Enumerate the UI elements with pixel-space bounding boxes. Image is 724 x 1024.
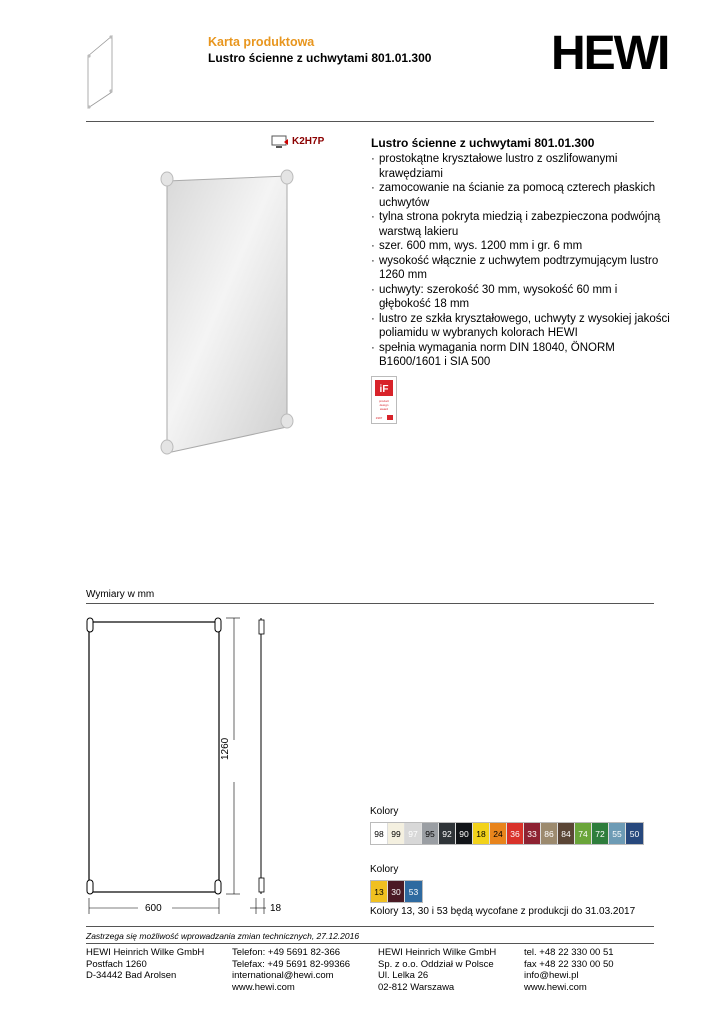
feature-list <box>371 152 671 370</box>
monitor-icon[interactable] <box>271 135 289 149</box>
footer-line: HEWI Heinrich Wilke GmbH <box>86 947 205 958</box>
colors-heading: Kolory <box>370 806 399 817</box>
footer-line: D-34442 Bad Arolsen <box>86 970 177 981</box>
color-swatch-50: 50 <box>626 823 643 844</box>
footer-fax-pl: fax +48 22 330 00 50 <box>524 958 614 970</box>
hewi-logo: HEWI <box>551 27 669 80</box>
disclaimer: Zastrzega się możliwość wprowadzania zmian technicznych, 27.12.2016 <box>86 931 360 941</box>
color-swatch-98: 98 <box>371 823 388 844</box>
color-swatch-95: 95 <box>422 823 439 844</box>
color-swatch-33: 33 <box>524 823 541 844</box>
header-divider <box>86 121 654 122</box>
product-code-link[interactable]: K2H7P <box>292 136 325 147</box>
page-kicker: Karta produktowa <box>208 35 315 49</box>
feature-item: · lustro ze szkła kryształowego, uchwyty z wysokiej jakości poliamidu w wybranych kolorach HEWI <box>371 312 671 341</box>
color-swatch-92: 92 <box>439 823 456 844</box>
svg-text:iF: iF <box>379 384 389 395</box>
color-swatch-90: 90 <box>456 823 473 844</box>
footer-col-pl-contact <box>524 947 614 993</box>
color-swatch-13: 13 <box>371 881 388 902</box>
color-swatch-24: 24 <box>490 823 507 844</box>
header-thumbnail-mirror <box>82 34 116 110</box>
footer-line: Ul. Lelka 26 <box>378 970 429 981</box>
footer-fax: Telefax: +49 5691 82-99366 <box>232 958 351 970</box>
color-swatch-86: 86 <box>541 823 558 844</box>
dimension-depth-label: 18 <box>270 903 282 914</box>
feature-item: · uchwyty: szerokość 30 mm, wysokość 60 mm i głębokość 18 mm <box>371 283 671 312</box>
footer-col-pl-company <box>378 947 496 993</box>
color-swatch-55: 55 <box>609 823 626 844</box>
footer-web-link[interactable]: www.hewi.com <box>232 981 295 993</box>
product-title: Lustro ścienne z uchwytami 801.01.300 <box>371 136 595 150</box>
color-swatch-53: 53 <box>405 881 422 902</box>
colors-heading-discontinued: Kolory <box>370 864 399 875</box>
feature-item: · zamocowanie na ścianie za pomocą czterech płaskich uchwytów <box>371 181 671 210</box>
color-swatch-84: 84 <box>558 823 575 844</box>
feature-item: · szer. 600 mm, wys. 1200 mm i gr. 6 mm <box>371 239 671 254</box>
color-swatch-74: 74 <box>575 823 592 844</box>
footer-phone: Telefon: +49 5691 82-366 <box>232 947 341 958</box>
dimension-drawing <box>80 612 290 922</box>
footer-phone-pl: tel. +48 22 330 00 51 <box>524 947 614 958</box>
feature-item: · spełnia wymagania norm DIN 18040, ÖNORM B1600/1601 i SIA 500 <box>371 341 671 370</box>
footer-col-contact <box>232 947 350 993</box>
color-swatch-row <box>370 822 644 845</box>
colors-note: Kolory 13, 30 i 53 będą wycofane z produkcji do 31.03.2017 <box>370 906 636 917</box>
feature-item: · prostokątne kryształowe lustro z oszlifowanymi krawędziami <box>371 152 671 181</box>
product-image-mirror <box>150 165 310 465</box>
color-swatch-row-discontinued <box>370 880 423 903</box>
page-subtitle: Lustro ścienne z uchwytami 801.01.300 <box>208 51 432 65</box>
color-swatch-30: 30 <box>388 881 405 902</box>
color-swatch-36: 36 <box>507 823 524 844</box>
dimensions-divider <box>86 603 654 604</box>
if-award-logo <box>371 376 397 424</box>
dimension-width-label: 600 <box>145 903 162 914</box>
footer-divider <box>86 943 654 944</box>
svg-text:award: award <box>379 407 389 411</box>
footer-email-link-pl[interactable]: info@hewi.pl <box>524 970 579 981</box>
svg-text:design: design <box>379 403 389 407</box>
footer-col-company <box>86 947 204 982</box>
color-swatch-97: 97 <box>405 823 422 844</box>
svg-text:product: product <box>378 399 390 403</box>
footer-email-link[interactable]: international@hewi.com <box>232 970 334 981</box>
footer-line: 02-812 Warszawa <box>378 981 455 993</box>
award-year: 1997 <box>375 416 383 420</box>
dimensions-heading: Wymiary w mm <box>86 589 155 600</box>
feature-item: · wysokość włącznie z uchwytem podtrzymującym lustro 1260 mm <box>371 254 671 283</box>
footer-line: Sp. z o.o. Oddział w Polsce <box>378 958 494 970</box>
dimension-height-label: 1260 <box>220 737 231 760</box>
feature-item: · tylna strona pokryta miedzią i zabezpieczona podwójną warstwą lakieru <box>371 210 671 239</box>
color-swatch-18: 18 <box>473 823 490 844</box>
color-swatch-99: 99 <box>388 823 405 844</box>
footer-web-link-pl[interactable]: www.hewi.com <box>524 981 587 993</box>
footer-top-divider <box>86 926 654 927</box>
color-swatch-72: 72 <box>592 823 609 844</box>
footer-line: HEWI Heinrich Wilke GmbH <box>378 947 497 958</box>
footer-line: Postfach 1260 <box>86 958 147 970</box>
